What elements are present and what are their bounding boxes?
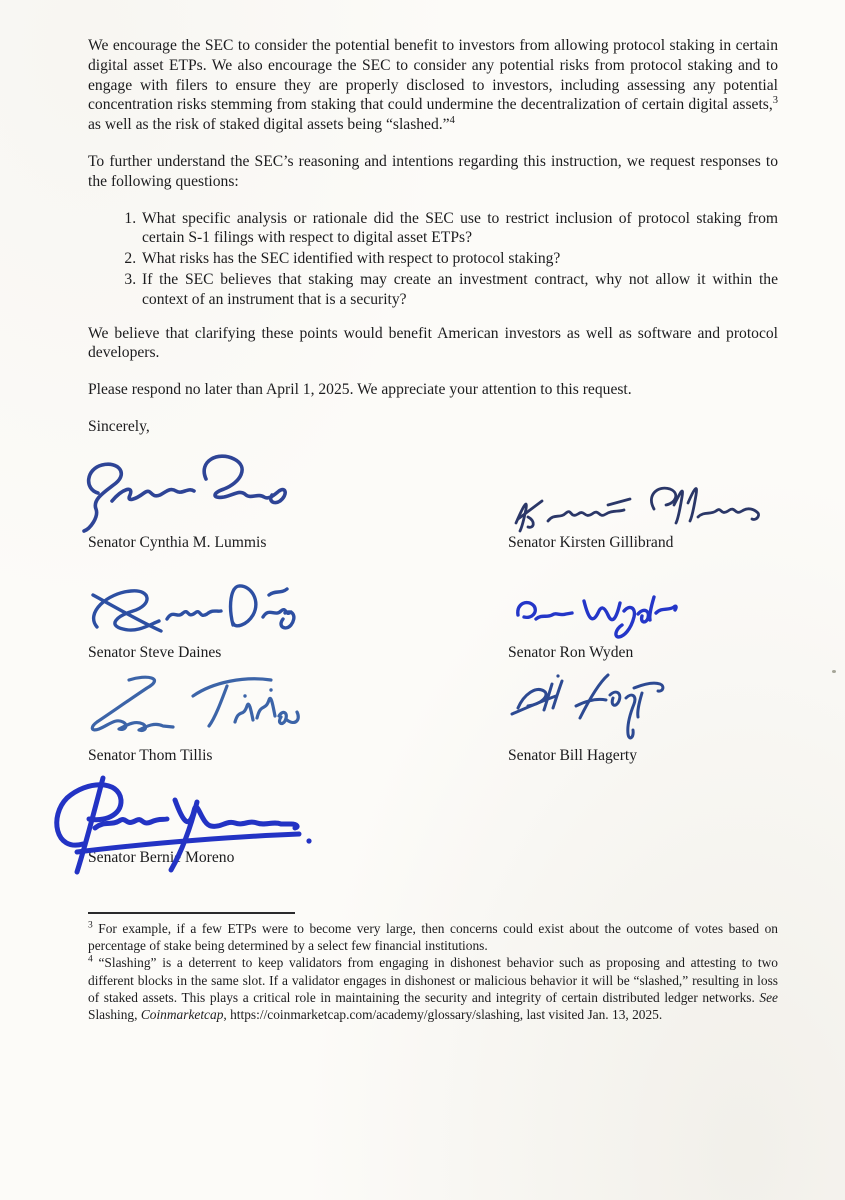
signature-moreno-art bbox=[88, 784, 508, 848]
signature-lummis-art bbox=[88, 449, 508, 533]
signature-cell-lummis bbox=[88, 449, 508, 577]
footnote-4-source: Coinmarketcap bbox=[140, 1007, 224, 1023]
signature-wyden-icon bbox=[510, 587, 677, 639]
p1-text-1: We encourage the SEC to consider the potential benefit to investors from allowing protocol staking in certain digital asset ETPs. We also encourage the SEC to consider any potential risks from protocol staking and to engage with filers to ensure they are properly disclosed to investors, including assessing any potential concentration risks stemming from staking that could undermine the decentralization of certain digital assets, bbox=[88, 37, 778, 114]
signature-cell-gillibrand bbox=[508, 449, 778, 577]
question-item-3: 3. If the SEC believes that staking may create an investment contract, why not allow it within the context of an instrument that is a security? bbox=[140, 270, 778, 310]
signature-wyden-art bbox=[508, 577, 778, 643]
paragraph-request-intro: To further understand the SEC’s reasoning and intentions regarding this instruction, we request responses to the following questions: bbox=[88, 152, 778, 190]
questions-list bbox=[88, 209, 778, 310]
signature-tillis-art bbox=[88, 672, 508, 746]
signature-name-tillis: Senator Thom Tillis bbox=[88, 746, 213, 764]
footnote-3-text: For example, if a few ETPs were to become very large, then concerns could exist about the outcome of votes based on percentage of stake being determined by a select few financial institutions. bbox=[88, 920, 778, 954]
signature-name-daines: Senator Steve Daines bbox=[88, 643, 222, 661]
signature-cell-wyden bbox=[508, 577, 778, 672]
signature-name-moreno: Senator Bernie Moreno bbox=[88, 848, 235, 866]
signature-hagerty-art bbox=[508, 672, 778, 746]
signature-moreno-icon bbox=[47, 778, 330, 872]
paragraph-respond-deadline: Please respond no later than April 1, 2025. We appreciate your attention to this request. bbox=[88, 381, 632, 399]
signature-cell-tillis bbox=[88, 672, 508, 784]
question-item-2: 2. What risks has the SEC identified with respect to protocol staking? bbox=[140, 249, 778, 269]
question-item-1: 1. What specific analysis or rationale did the SEC use to restrict inclusion of protocol staking from certain S-1 filings with respect to digital asset ETPs? bbox=[140, 209, 778, 249]
signature-name-lummis: Senator Cynthia M. Lummis bbox=[88, 533, 267, 551]
signature-cell-empty bbox=[508, 784, 778, 868]
letter-content bbox=[88, 36, 778, 1024]
scan-artifact-dot bbox=[832, 670, 836, 673]
footnote-4 bbox=[88, 954, 778, 1023]
signature-daines-art bbox=[88, 577, 508, 643]
p1-text-2: as well as the risk of staked digital assets being “slashed.” bbox=[88, 116, 450, 134]
signature-cell-moreno bbox=[88, 784, 508, 868]
paragraph-staking-benefits bbox=[88, 36, 778, 135]
footnote-4-text-2: Slashing, bbox=[88, 1007, 141, 1023]
signature-tillis-icon bbox=[85, 674, 298, 734]
footnote-ref-3: 3 bbox=[772, 95, 778, 107]
signature-name-hagerty: Senator Bill Hagerty bbox=[508, 746, 638, 764]
signature-cell-hagerty bbox=[508, 672, 778, 784]
footnote-3 bbox=[88, 920, 778, 955]
signature-gillibrand-icon bbox=[508, 483, 760, 535]
signature-hagerty-icon bbox=[508, 668, 680, 746]
footnote-4-text-1: “Slashing” is a deterrent to keep validators from engaging in dishonest behavior such as proposing and attesting to two different blocks in the same slot. If a validator engages in dishonest or malicious behavior it will be “slashed,” resulting in loss of staked assets. This plays a critical role in maintaining the security and integrity of certain distributed ledger networks. bbox=[88, 955, 778, 1005]
footnote-ref-4: 4 bbox=[449, 115, 455, 126]
closing-sincerely: Sincerely, bbox=[88, 417, 150, 435]
footnote-3-number: 3 bbox=[88, 920, 93, 931]
signature-lummis-icon bbox=[82, 449, 288, 539]
signature-block bbox=[88, 449, 778, 868]
signature-cell-daines bbox=[88, 577, 508, 672]
signature-daines-icon bbox=[85, 579, 295, 637]
footnote-url: , https://coinmarketcap.com/academy/glossary/slashing, last visited Jan. 13, 2025. bbox=[223, 1007, 663, 1023]
footnote-4-number: 4 bbox=[88, 954, 93, 965]
signature-gillibrand-art bbox=[508, 449, 778, 533]
footnote-4-see: See bbox=[759, 989, 778, 1005]
signature-name-wyden: Senator Ron Wyden bbox=[508, 643, 634, 661]
signature-name-gillibrand: Senator Kirsten Gillibrand bbox=[508, 533, 674, 551]
footnote-divider bbox=[88, 912, 295, 914]
paragraph-clarifying-benefit: We believe that clarifying these points would benefit American investors as well as software and protocol developers. bbox=[88, 324, 778, 362]
